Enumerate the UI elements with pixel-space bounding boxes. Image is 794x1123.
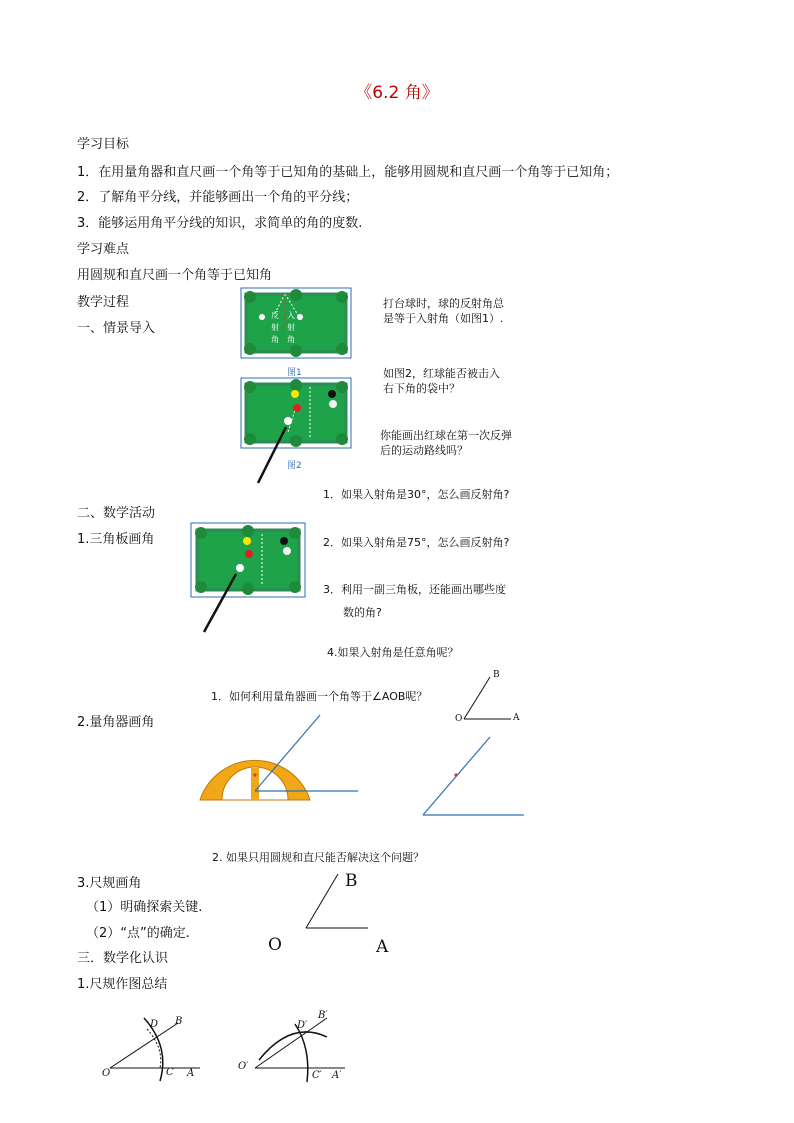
right-label-d: D′ xyxy=(297,1020,308,1031)
left-label-o: O xyxy=(102,1068,111,1079)
small-angle-label-o: O xyxy=(455,714,463,724)
goal-item-2: 2．了解角平分线，并能够画出一个角的平分线； xyxy=(77,190,359,205)
fig1-caption: 图1 xyxy=(287,368,302,378)
billiard-figure-3 xyxy=(190,522,308,634)
scene-q2: 如图2，红球能否被击入 右下角的袋中？ xyxy=(383,367,500,395)
recognition-heading: 三．数学化认识 xyxy=(77,951,169,966)
small-angle-label-b: B xyxy=(493,670,500,680)
left-label-b: B xyxy=(175,1016,183,1027)
activity-sub2: 2.量角器画角 xyxy=(77,715,155,730)
copied-angle xyxy=(420,734,530,818)
billiard-figure-1 xyxy=(240,287,352,359)
activity-question-4: 4.如果入射角是任意角呢？ xyxy=(327,646,459,659)
activity-question-3: 3．利用一副三角板，还能画出哪些度 xyxy=(323,583,506,596)
page-title: 《6.2 角》 xyxy=(355,83,439,103)
activity-heading: 二、数学活动 xyxy=(77,506,156,521)
right-label-o: O′ xyxy=(238,1061,249,1072)
goal-item-1: 1．在用量角器和直尺画一个角等于已知角的基础上，能够用圆规和直尺画一个角等于已知角； xyxy=(77,165,619,180)
fig2-caption: 图2 xyxy=(287,461,302,471)
protractor-figure xyxy=(196,712,366,806)
left-label-a: A xyxy=(187,1068,195,1079)
difficulty-heading: 学习难点 xyxy=(77,242,130,257)
step-1: （1）明确探索关键. xyxy=(86,900,203,915)
scene-q3: 你能画出红球在第一次反弹 后的运动路线吗？ xyxy=(380,429,512,457)
large-angle-label-a: A xyxy=(376,937,389,957)
activity-question-2: 2．如果入射角是75°，怎么画反射角? xyxy=(323,536,510,549)
fig1-label-incident: 入 射 角 xyxy=(287,311,295,344)
activity-question-1: 1．如果入射角是30°，怎么画反射角? xyxy=(323,488,510,501)
protractor-question: 1．如何利用量角器画一个角等于∠AOB呢？ xyxy=(211,690,428,703)
large-angle-label-o: O xyxy=(268,935,282,955)
goal-item-3: 3．能够运用角平分线的知识，求简单的角的度数. xyxy=(77,216,363,231)
scene-q1: 打台球时，球的反射角总 是等于入射角（如图1）. xyxy=(383,297,504,325)
activity-question-3-cont: 数的角? xyxy=(343,606,382,619)
activity-sub1: 1.三角板画角 xyxy=(77,532,155,547)
left-label-d: D xyxy=(150,1019,159,1030)
compass-question: 2. 如果只用圆规和直尺能否解决这个问题？ xyxy=(212,851,424,864)
recognition-sub: 1.尺规作图总结 xyxy=(77,977,168,992)
difficulty-text: 用圆规和直尺画一个角等于已知角 xyxy=(77,268,273,283)
angle-aob-large xyxy=(298,868,378,933)
large-angle-label-b: B xyxy=(345,871,358,891)
right-label-a: A′ xyxy=(332,1070,342,1081)
process-heading: 教学过程 xyxy=(77,295,130,310)
goals-heading: 学习目标 xyxy=(77,137,130,152)
right-label-c: C′ xyxy=(312,1070,322,1081)
step-2: （2）“点”的确定. xyxy=(86,926,190,941)
small-angle-label-a: A xyxy=(513,713,520,723)
fig1-label-reflect: 反 射 角 xyxy=(271,311,279,344)
intro-heading: 一、情景导入 xyxy=(77,321,156,336)
activity-sub3: 3.尺规画角 xyxy=(77,876,142,891)
right-label-b: B′ xyxy=(318,1010,328,1021)
left-label-c: C xyxy=(166,1067,174,1078)
